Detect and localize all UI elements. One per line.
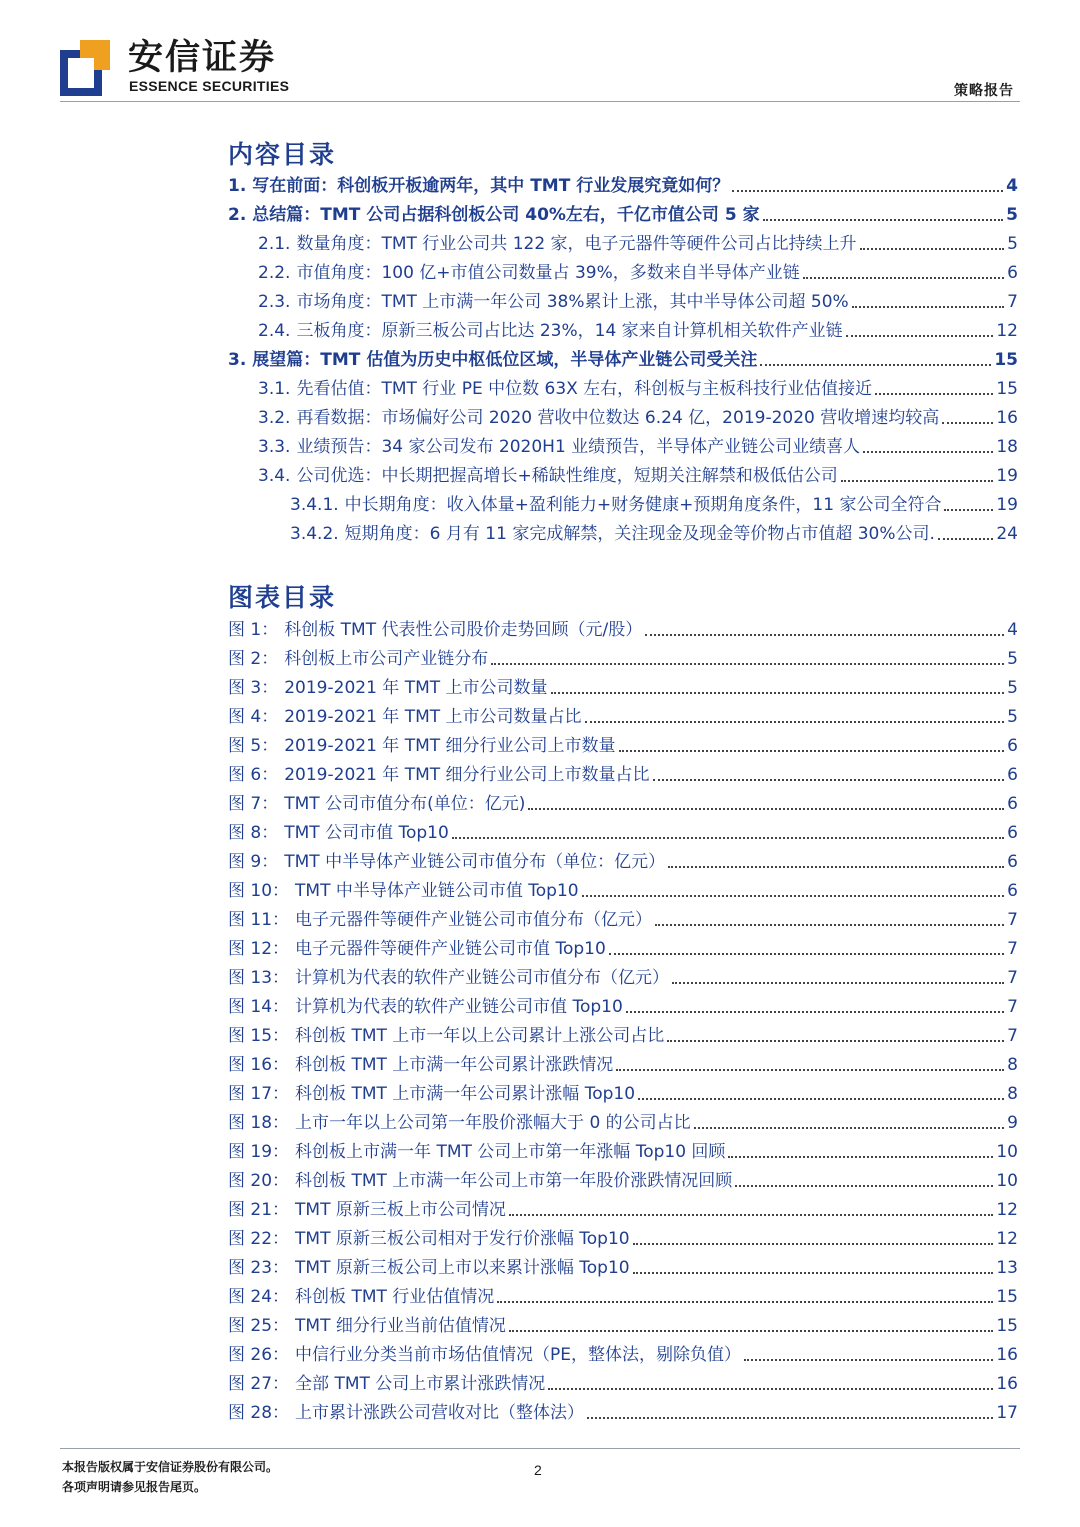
toc-entry-title	[258, 262, 800, 284]
toc-entry[interactable]	[0, 1018, 1080, 1047]
toc-entry[interactable]	[0, 1105, 1080, 1134]
toc-entry-number: 图 25：	[228, 1316, 290, 1336]
toc-entry-page: 6	[1007, 852, 1018, 872]
dot-leader	[875, 393, 993, 395]
toc-entry-title	[258, 436, 860, 458]
toc-entry-number: 图 24：	[228, 1287, 290, 1307]
toc-entry-title	[228, 648, 488, 670]
toc-entry-title	[228, 967, 669, 989]
page-header	[0, 0, 1080, 104]
toc-entry-title	[228, 1315, 506, 1337]
toc-entry-title	[258, 320, 843, 342]
toc-entry-title	[228, 1199, 506, 1221]
toc-entry-number: 图 9：	[228, 852, 279, 872]
toc-entry-title	[228, 938, 606, 960]
toc-entry[interactable]	[0, 670, 1080, 699]
toc-entry-text: TMT 公司市值 Top10	[284, 823, 449, 843]
toc-entry-title	[258, 465, 838, 487]
dot-leader	[655, 924, 1004, 926]
toc-entry-number: 3.4.2.	[290, 524, 339, 544]
toc-entry-page: 5	[1007, 234, 1018, 254]
toc-entry-page: 7	[1007, 910, 1018, 930]
toc-entry-text: 写在前面：科创板开板逾两年，其中 TMT 行业发展究竟如何？	[252, 176, 730, 196]
toc-entry-number: 2.2.	[258, 263, 291, 283]
toc-entry-page: 7	[1007, 1026, 1018, 1046]
toc-entry-page: 7	[1007, 939, 1018, 959]
toc-entry-number: 3.3.	[258, 437, 291, 457]
toc-entry-page: 6	[1007, 794, 1018, 814]
toc-entry-page: 6	[1007, 263, 1018, 283]
dot-leader	[763, 219, 1004, 221]
dot-leader	[667, 1040, 1004, 1042]
toc-entry[interactable]	[0, 1221, 1080, 1250]
toc-entry-text: 市值角度：100 亿+市值公司数量占 39%，多数来自半导体产业链	[296, 263, 800, 283]
toc-entry-title	[228, 1083, 635, 1105]
toc-entry[interactable]	[0, 342, 1080, 371]
toc-entry[interactable]	[0, 429, 1080, 458]
toc-entry[interactable]	[0, 699, 1080, 728]
toc-entry-text: 数量角度：TMT 行业公司共 122 家，电子元器件等硬件公司占比持续上升	[296, 234, 857, 254]
toc-entry-number: 图 22：	[228, 1229, 290, 1249]
toc-entry-title	[228, 619, 642, 641]
toc-entry-title	[228, 349, 757, 371]
dot-leader	[645, 634, 1004, 636]
toc-entry-text: 展望篇：TMT 估值为历史中枢低位区域，半导体产业链公司受关注	[252, 350, 758, 370]
toc-entry-text: TMT 中半导体产业链公司市值分布（单位：亿元）	[284, 852, 666, 872]
dot-leader	[668, 866, 1004, 868]
toc-entry-page: 7	[1007, 997, 1018, 1017]
dot-leader	[938, 538, 993, 540]
toc-entry[interactable]	[0, 786, 1080, 815]
toc-entry-text: 总结篇：TMT 公司占据科创板公司 40%左右，千亿市值公司 5 家	[252, 205, 760, 225]
toc-entry-text: 全部 TMT 公司上市累计涨跌情况	[295, 1374, 546, 1394]
toc-entry-page: 15	[994, 350, 1018, 370]
toc-entry-title	[228, 851, 665, 873]
page-number: 2	[534, 1462, 542, 1478]
dot-leader	[582, 895, 1005, 897]
toc-entry-page: 10	[996, 1171, 1018, 1191]
toc-entry-title	[228, 204, 760, 226]
toc-entry-title	[290, 523, 935, 545]
toc-entry[interactable]	[0, 1366, 1080, 1395]
dot-leader	[860, 248, 1005, 250]
toc-entry[interactable]	[0, 728, 1080, 757]
toc-entry-number: 图 21：	[228, 1200, 290, 1220]
dot-leader	[735, 1185, 993, 1187]
toc-entry[interactable]	[0, 612, 1080, 641]
toc-entry-number: 图 27：	[228, 1374, 290, 1394]
header-divider	[60, 101, 1020, 102]
logo-chinese-name: 安信证券	[128, 38, 277, 78]
dot-leader	[653, 779, 1005, 781]
toc-entry-text: 科创板上市公司产业链分布	[284, 649, 489, 669]
toc-entry-number: 图 7：	[228, 794, 279, 814]
toc-entry-title	[228, 706, 582, 728]
footer-copyright: 本报告版权属于安信证券股份有限公司。	[62, 1460, 279, 1474]
dot-leader	[760, 364, 991, 366]
dot-leader	[551, 692, 1005, 694]
toc-entry-text: 2019-2021 年 TMT 上市公司数量	[284, 678, 548, 698]
toc-entry-page: 17	[996, 1403, 1018, 1423]
dot-leader	[942, 422, 993, 424]
dot-leader	[846, 335, 994, 337]
toc-entry-title	[290, 494, 941, 516]
toc-entry-title	[258, 233, 857, 255]
dot-leader	[803, 277, 1004, 279]
toc-entry-number: 图 16：	[228, 1055, 290, 1075]
dot-leader	[548, 1388, 993, 1390]
toc-entry-number: 图 26：	[228, 1345, 290, 1365]
toc-entry[interactable]	[0, 487, 1080, 516]
toc-entry-number: 图 23：	[228, 1258, 290, 1278]
toc-entry[interactable]	[0, 1076, 1080, 1105]
toc-entry[interactable]	[0, 1337, 1080, 1366]
toc-entry-title	[228, 1228, 630, 1250]
toc-entry[interactable]	[0, 960, 1080, 989]
toc-entry-number: 图 3：	[228, 678, 279, 698]
toc-entry-page: 7	[1007, 292, 1018, 312]
toc-entry-text: 科创板 TMT 代表性公司股价走势回顾（元/股）	[284, 620, 643, 640]
toc-entry-title	[228, 764, 650, 786]
toc-entry-text: 电子元器件等硬件产业链公司市值分布（亿元）	[295, 910, 653, 930]
toc-entry-title	[258, 378, 872, 400]
toc-entry-text: 中信行业分类当前市场估值情况（PE，整体法，剔除负值）	[295, 1345, 742, 1365]
toc-entry-text: TMT 原新三板上市公司情况	[295, 1200, 506, 1220]
toc-entry-text: 计算机为代表的软件产业链公司市值 Top10	[295, 997, 623, 1017]
dot-leader	[944, 509, 993, 511]
toc-entry-title	[228, 909, 652, 931]
toc-entry-number: 1.	[228, 176, 247, 196]
toc-entry[interactable]	[0, 226, 1080, 255]
dot-leader	[638, 1098, 1004, 1100]
toc-entry-text: 科创板 TMT 上市一年以上公司累计上涨公司占比	[295, 1026, 665, 1046]
toc-entry-title	[258, 407, 939, 429]
toc-entry-title	[228, 996, 623, 1018]
essence-logo-icon	[60, 40, 110, 96]
toc-entry-number: 图 8：	[228, 823, 279, 843]
toc-entry-text: 业绩预告：34 家公司发布 2020H1 业绩预告，半导体产业链公司业绩喜人	[296, 437, 861, 457]
toc-entry-page: 19	[996, 466, 1018, 486]
toc-entry-title	[228, 175, 729, 197]
toc-entry-page: 15	[996, 1287, 1018, 1307]
toc-entry-text: 电子元器件等硬件产业链公司市值 Top10	[295, 939, 606, 959]
toc-entry-number: 3.4.1.	[290, 495, 339, 515]
toc-entry-page: 16	[996, 1345, 1018, 1365]
dot-leader	[585, 721, 1005, 723]
toc-entry-title	[228, 880, 579, 902]
toc-entry-page: 8	[1007, 1084, 1018, 1104]
toc-entry[interactable]	[0, 1163, 1080, 1192]
toc-entry[interactable]	[0, 1279, 1080, 1308]
contents-title: 内容目录	[228, 140, 337, 169]
toc-entry-page: 5	[1007, 707, 1018, 727]
toc-entry-page: 16	[996, 408, 1018, 428]
toc-entry-number: 3.1.	[258, 379, 291, 399]
toc-entry-text: 再看数据：市场偏好公司 2020 营收中位数达 6.24 亿，2019-2020 营收增速均较高	[296, 408, 940, 428]
toc-entry-page: 6	[1007, 823, 1018, 843]
toc-entry-text: TMT 公司市值分布(单位：亿元)	[284, 794, 526, 814]
toc-entry-text: TMT 细分行业当前估值情况	[295, 1316, 506, 1336]
toc-entry-number: 图 19：	[228, 1142, 290, 1162]
toc-entry[interactable]	[0, 989, 1080, 1018]
toc-entry-page: 9	[1007, 1113, 1018, 1133]
toc-entry-number: 3.2.	[258, 408, 291, 428]
toc-entry-page: 24	[996, 524, 1018, 544]
toc-entry-number: 3.	[228, 350, 247, 370]
toc-entry-title	[228, 822, 449, 844]
toc-entry-text: 2019-2021 年 TMT 上市公司数量占比	[284, 707, 582, 727]
dot-leader	[694, 1127, 1005, 1129]
toc-entry-number: 图 13：	[228, 968, 290, 988]
toc-entry-number: 2.4.	[258, 321, 291, 341]
toc-entry-number: 图 18：	[228, 1113, 290, 1133]
toc-entry[interactable]	[0, 1134, 1080, 1163]
toc-entry-page: 19	[996, 495, 1018, 515]
toc-entry[interactable]	[0, 458, 1080, 487]
report-type-label: 策略报告	[954, 83, 1014, 99]
contents-list	[0, 168, 1080, 545]
figures-title: 图表目录	[228, 583, 337, 612]
toc-entry-text: TMT 原新三板公司相对于发行价涨幅 Top10	[295, 1229, 630, 1249]
toc-entry-text: 科创板 TMT 上市满一年公司上市第一年股价涨跌情况回顾	[295, 1171, 733, 1191]
toc-entry-page: 5	[1007, 678, 1018, 698]
toc-entry[interactable]	[0, 1192, 1080, 1221]
dot-leader	[528, 808, 1004, 810]
toc-entry-page: 15	[996, 1316, 1018, 1336]
footer-divider	[60, 1448, 1020, 1449]
dot-leader	[852, 306, 1005, 308]
toc-entry-text: 科创板 TMT 上市满一年公司累计涨幅 Top10	[295, 1084, 636, 1104]
toc-entry[interactable]	[0, 313, 1080, 342]
toc-entry-text: 中长期角度：收入体量+盈利能力+财务健康+预期角度条件，11 家公司全符合	[344, 495, 942, 515]
toc-entry[interactable]	[0, 400, 1080, 429]
toc-entry-text: 上市一年以上公司第一年股价涨幅大于 0 的公司占比	[295, 1113, 691, 1133]
toc-entry[interactable]	[0, 931, 1080, 960]
toc-entry-title	[228, 1344, 741, 1366]
toc-entry-title	[228, 1141, 725, 1163]
toc-entry-page: 4	[1006, 176, 1018, 196]
toc-entry-page: 15	[996, 379, 1018, 399]
dot-leader	[633, 1243, 994, 1245]
toc-entry-number: 图 12：	[228, 939, 290, 959]
dot-leader	[452, 837, 1004, 839]
dot-leader	[609, 953, 1004, 955]
dot-leader	[587, 1417, 993, 1419]
toc-entry-title	[228, 1286, 494, 1308]
toc-entry-page: 6	[1007, 765, 1018, 785]
toc-entry-text: 计算机为代表的软件产业链公司市值分布（亿元）	[295, 968, 670, 988]
toc-entry[interactable]	[0, 197, 1080, 226]
toc-entry-page: 6	[1007, 881, 1018, 901]
toc-entry-page: 12	[996, 1229, 1018, 1249]
dot-leader	[728, 1156, 993, 1158]
footer-disclaimer: 各项声明请参见报告尾页。	[62, 1480, 207, 1494]
toc-entry-title	[228, 793, 525, 815]
toc-entry-text: TMT 原新三板公司上市以来累计涨幅 Top10	[295, 1258, 630, 1278]
toc-entry-text: 先看估值：TMT 行业 PE 中位数 63X 左右，科创板与主板科技行业估值接近	[296, 379, 873, 399]
toc-entry-page: 18	[996, 437, 1018, 457]
toc-entry-title	[228, 1112, 691, 1134]
toc-entry-number: 图 4：	[228, 707, 279, 727]
toc-entry-page: 7	[1007, 968, 1018, 988]
toc-entry-page: 10	[996, 1142, 1018, 1162]
toc-entry-text: 2019-2021 年 TMT 细分行业公司上市数量占比	[284, 765, 650, 785]
toc-entry[interactable]	[0, 371, 1080, 400]
toc-entry-number: 图 10：	[228, 881, 290, 901]
toc-entry[interactable]	[0, 255, 1080, 284]
toc-entry-page: 8	[1007, 1055, 1018, 1075]
dot-leader	[509, 1214, 993, 1216]
toc-entry[interactable]	[0, 168, 1080, 197]
toc-entry[interactable]	[0, 873, 1080, 902]
toc-entry-text: 科创板 TMT 上市满一年公司累计涨跌情况	[295, 1055, 614, 1075]
dot-leader	[672, 982, 1004, 984]
toc-entry-title	[228, 1025, 664, 1047]
toc-entry-text: 公司优选：中长期把握高增长+稀缺性维度，短期关注解禁和极低估公司	[296, 466, 838, 486]
dot-leader	[626, 1011, 1004, 1013]
toc-entry-text: 上市累计涨跌公司营收对比（整体法）	[295, 1403, 585, 1423]
dot-leader	[509, 1330, 993, 1332]
toc-entry[interactable]	[0, 757, 1080, 786]
toc-entry-page: 6	[1007, 736, 1018, 756]
toc-entry-page: 5	[1006, 205, 1018, 225]
dot-leader	[744, 1359, 993, 1361]
dot-leader	[616, 1069, 1004, 1071]
toc-entry-number: 图 6：	[228, 765, 279, 785]
toc-entry-text: 短期角度：6 月有 11 家完成解禁，关注现金及现金等价物占市值超 30%公司.	[344, 524, 935, 544]
toc-entry-title	[228, 1054, 613, 1076]
toc-entry[interactable]	[0, 516, 1080, 545]
logo-english-name: ESSENCE SECURITIES	[129, 78, 290, 94]
toc-entry-page: 13	[996, 1258, 1018, 1278]
toc-entry-number: 图 20：	[228, 1171, 290, 1191]
dot-leader	[491, 663, 1004, 665]
toc-entry-number: 图 5：	[228, 736, 279, 756]
toc-entry-text: TMT 中半导体产业链公司市值 Top10	[295, 881, 579, 901]
toc-entry-title	[228, 735, 616, 757]
toc-entry-text: 市场角度：TMT 上市满一年公司 38%累计上涨，其中半导体公司超 50%	[296, 292, 849, 312]
toc-entry-number: 3.4.	[258, 466, 291, 486]
toc-entry-page: 12	[996, 321, 1018, 341]
toc-entry-number: 2.3.	[258, 292, 291, 312]
toc-entry[interactable]	[0, 902, 1080, 931]
toc-entry-number: 图 14：	[228, 997, 290, 1017]
toc-entry-title	[228, 1257, 630, 1279]
toc-entry[interactable]	[0, 1395, 1080, 1424]
toc-entry-number: 图 15：	[228, 1026, 290, 1046]
toc-entry[interactable]	[0, 844, 1080, 873]
toc-entry-number: 2.	[228, 205, 247, 225]
toc-entry-page: 12	[996, 1200, 1018, 1220]
toc-entry-number: 图 2：	[228, 649, 279, 669]
toc-entry-title	[228, 1170, 732, 1192]
toc-entry[interactable]	[0, 641, 1080, 670]
toc-entry-page: 5	[1007, 649, 1018, 669]
toc-entry-title	[228, 1373, 545, 1395]
toc-entry-text: 科创板 TMT 行业估值情况	[295, 1287, 495, 1307]
toc-entry-number: 图 17：	[228, 1084, 290, 1104]
toc-entry-text: 三板角度：原新三板公司占比达 23%，14 家来自计算机相关软件产业链	[296, 321, 843, 341]
toc-entry-number: 2.1.	[258, 234, 291, 254]
toc-entry[interactable]	[0, 284, 1080, 313]
toc-entry-page: 4	[1007, 620, 1018, 640]
toc-entry-page: 16	[996, 1374, 1018, 1394]
dot-leader	[619, 750, 1005, 752]
toc-entry[interactable]	[0, 1047, 1080, 1076]
toc-entry[interactable]	[0, 1308, 1080, 1337]
dot-leader	[633, 1272, 994, 1274]
toc-entry-title	[228, 677, 548, 699]
toc-entry-title	[228, 1402, 584, 1424]
toc-entry-number: 图 28：	[228, 1403, 290, 1423]
toc-entry-text: 2019-2021 年 TMT 细分行业公司上市数量	[284, 736, 616, 756]
dot-leader	[863, 451, 993, 453]
toc-entry-title	[258, 291, 849, 313]
dot-leader	[497, 1301, 993, 1303]
toc-entry-number: 图 11：	[228, 910, 290, 930]
figures-list	[0, 612, 1080, 1424]
toc-entry[interactable]	[0, 1250, 1080, 1279]
toc-entry-number: 图 1：	[228, 620, 279, 640]
toc-entry-text: 科创板上市满一年 TMT 公司上市第一年涨幅 Top10 回顾	[295, 1142, 726, 1162]
dot-leader	[841, 480, 994, 482]
toc-entry[interactable]	[0, 815, 1080, 844]
dot-leader	[732, 190, 1003, 192]
